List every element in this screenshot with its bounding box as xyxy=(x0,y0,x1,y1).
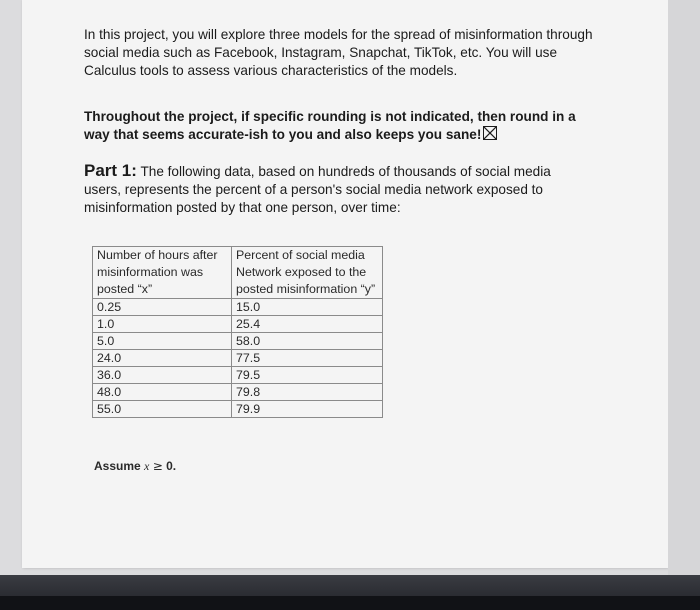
cell-y: 15.0 xyxy=(232,299,383,316)
cell-x: 55.0 xyxy=(93,401,232,418)
table-row xyxy=(93,316,383,333)
part1-paragraph xyxy=(84,162,564,217)
cell-x: 0.25 xyxy=(93,299,232,316)
header-percent: Percent of social media Network exposed to the posted misinformation “y” xyxy=(232,247,383,299)
screen-bottom-edge xyxy=(0,596,700,610)
cell-y: 79.9 xyxy=(232,401,383,418)
cell-y: 79.5 xyxy=(232,367,383,384)
cell-x: 1.0 xyxy=(93,316,232,333)
table-row xyxy=(93,367,383,384)
data-table xyxy=(92,246,383,418)
assume-variable: x xyxy=(144,459,150,473)
part1-text: The following data, based on hundreds of thousands of social media users, represents the percent of a person's social media network exposed to misinformation posted by that one person, over time: xyxy=(84,164,551,215)
page-gutter xyxy=(668,0,700,575)
assume-value: 0. xyxy=(166,459,177,473)
table-row xyxy=(93,333,383,350)
table-row xyxy=(93,350,383,367)
cell-y: 77.5 xyxy=(232,350,383,367)
intro-paragraph: In this project, you will explore three models for the spread of misinformation through social media such as Facebook, Instagram, Snapchat, TikTok, etc. You will use Calculus tools to assess various characteristics of the models. xyxy=(84,27,593,78)
cell-x: 5.0 xyxy=(93,333,232,350)
assume-relation: ≥ xyxy=(152,459,163,473)
table-row xyxy=(93,384,383,401)
header-hours: Number of hours after misinformation was posted “x” xyxy=(93,247,232,299)
cell-y: 79.8 xyxy=(232,384,383,401)
assumption-line xyxy=(94,459,176,474)
assume-prefix: Assume xyxy=(94,459,141,473)
table-row xyxy=(93,299,383,316)
cell-y: 58.0 xyxy=(232,333,383,350)
crossed-box-icon xyxy=(483,126,497,140)
part1-label: Part 1: xyxy=(84,161,137,180)
cell-x: 36.0 xyxy=(93,367,232,384)
table-header-row xyxy=(93,247,383,299)
cell-x: 24.0 xyxy=(93,350,232,367)
rounding-note xyxy=(84,108,584,144)
table-row xyxy=(93,401,383,418)
cell-y: 25.4 xyxy=(232,316,383,333)
cell-x: 48.0 xyxy=(93,384,232,401)
rounding-note-text: Throughout the project, if specific rounding is not indicated, then round in a way that seems accurate-ish to you and also keeps you sane! xyxy=(84,109,576,142)
